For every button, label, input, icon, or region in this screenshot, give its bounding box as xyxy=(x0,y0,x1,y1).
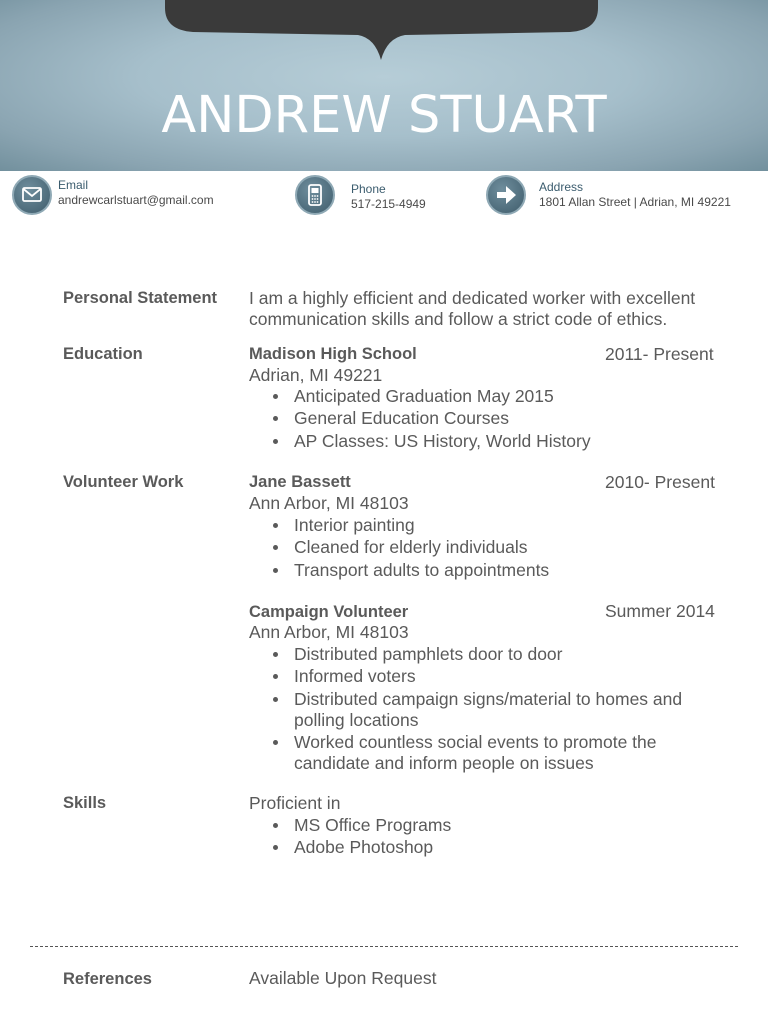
education-bullets xyxy=(249,386,719,453)
list-item: Anticipated Graduation May 2015 xyxy=(249,386,719,407)
section-heading-references: References xyxy=(63,970,152,988)
contact-email xyxy=(12,175,272,217)
section-heading-skills: Skills xyxy=(63,794,107,812)
section-heading-education: Education xyxy=(63,345,143,363)
list-item: General Education Courses xyxy=(249,408,719,429)
list-item: MS Office Programs xyxy=(249,815,719,836)
skills-intro: Proficient in xyxy=(249,793,341,813)
list-item: Transport adults to appointments xyxy=(249,560,719,581)
divider xyxy=(30,946,738,947)
volunteer-location-1: Ann Arbor, MI 48103 xyxy=(249,493,409,513)
list-item: Worked countless social events to promote the candidate and inform people on issues xyxy=(249,732,689,774)
references-text: Available Upon Request xyxy=(249,968,437,988)
skills-bullets xyxy=(249,815,719,860)
list-item: Adobe Photoshop xyxy=(249,837,719,858)
list-item: Distributed pamphlets door to door xyxy=(249,644,689,665)
contact-address xyxy=(486,175,756,217)
address-label: Address xyxy=(539,180,584,194)
education-org: Madison High School xyxy=(249,345,417,363)
volunteer-org-1: Jane Bassett xyxy=(249,473,351,491)
volunteer-org-2: Campaign Volunteer xyxy=(249,603,409,621)
list-item: Informed voters xyxy=(249,666,689,687)
applicant-name: ANDREW STUART xyxy=(161,86,607,145)
section-heading-volunteer: Volunteer Work xyxy=(63,473,184,491)
list-item: Distributed campaign signs/material to homes and polling locations xyxy=(249,689,689,731)
volunteer-bullets-1 xyxy=(249,515,719,582)
email-label: Email xyxy=(58,178,89,192)
phone-label: Phone xyxy=(351,182,386,196)
education-location: Adrian, MI 49221 xyxy=(249,365,383,385)
volunteer-date-1: 2010- Present xyxy=(605,472,715,492)
volunteer-bullets-2 xyxy=(249,644,689,775)
volunteer-location-2: Ann Arbor, MI 48103 xyxy=(249,622,409,642)
envelope-icon xyxy=(12,175,52,215)
list-item: Cleaned for elderly individuals xyxy=(249,537,719,558)
address-value: 1801 Allan Street | Adrian, MI 49221 xyxy=(539,195,731,209)
statement-line-2: communication skills and follow a strict code of ethics. xyxy=(249,309,668,329)
contact-phone xyxy=(295,175,455,217)
header-banner xyxy=(0,0,768,171)
phone-icon xyxy=(295,175,335,215)
banner-tab xyxy=(165,0,598,62)
email-value[interactable]: andrewcarlstuart@gmail.com xyxy=(58,193,214,207)
section-heading-personal-statement: Personal Statement xyxy=(63,289,218,307)
education-date: 2011- Present xyxy=(605,344,714,364)
list-item: AP Classes: US History, World History xyxy=(249,431,719,452)
arrow-right-icon xyxy=(486,175,526,215)
statement-line-1: I am a highly efficient and dedicated worker with excellent xyxy=(249,288,696,308)
phone-value[interactable]: 517-215-4949 xyxy=(351,197,426,211)
list-item: Interior painting xyxy=(249,515,719,536)
volunteer-date-2: Summer 2014 xyxy=(605,601,715,621)
